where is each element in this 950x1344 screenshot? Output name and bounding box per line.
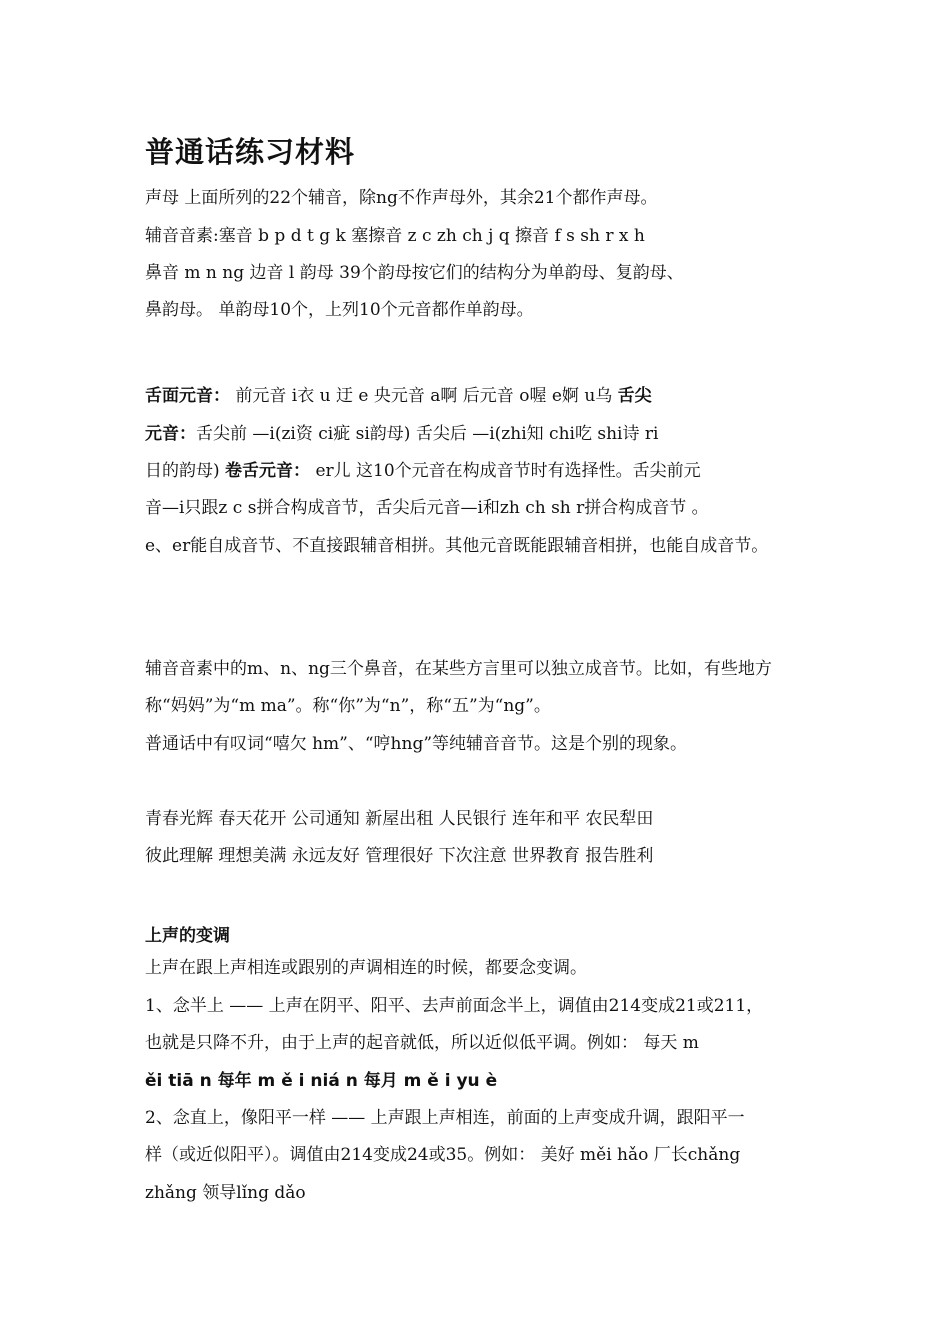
term-apical: 舌尖 (617, 386, 652, 406)
para2-line-3-text-a: 日的韵母) (145, 461, 226, 481)
section-heading: 上声的变调 (145, 926, 230, 946)
page-title: 普通话练习材料 (145, 135, 356, 169)
para2-line-4: 音—i只跟z c s拼合构成音节，舌尖后元音—i和zh ch sh r拼合构成音节 。 (145, 498, 709, 518)
section-line-1: 上声在跟上声相连或跟别的声调相连的时候，都要念变调。 (145, 958, 587, 978)
para2-line-2 (145, 424, 658, 444)
para2-line-3 (145, 461, 701, 481)
para3-line-3: 普通话中有叹词“嘻欠 hm”、“哼hng”等纯辅音音节。这是个别的现象。 (145, 734, 688, 754)
para2-line-1 (145, 386, 652, 406)
para1-line-3: 鼻音 m n ng 边音 l 韵母 39个韵母按它们的结构分为单韵母、复韵母、 (145, 263, 684, 283)
para1-line-1: 声母 上面所列的22个辅音，除ng不作声母外，其余21个都作声母。 (145, 188, 658, 208)
para2-line-2-text: 舌尖前 —i(zi资 ci疵 si韵母) 舌尖后 —i(zhi知 chi吃 shi诗 ri (196, 424, 659, 444)
section-line-4: ěi tiā n 每年 m ě i niá n 每月 m ě i yu è (145, 1071, 498, 1091)
para2-line-5: e、er能自成音节、不直接跟辅音相拼。其他元音既能跟辅音相拼，也能自成音节。 (145, 536, 769, 556)
section-line-2: 1、念半上 —— 上声在阴平、阳平、去声前面念半上，调值由214变成21或211， (145, 996, 764, 1016)
term-retroflex-vowel: 卷舌元音： (225, 461, 311, 481)
para1-line-4: 鼻韵母。 单韵母10个，上列10个元音都作单韵母。 (145, 300, 534, 320)
section-line-7: zhǎng 领导lǐng dǎo (145, 1183, 306, 1203)
word-row-1: 青春光辉 春天花开 公司通知 新屋出租 人民银行 连年和平 农民犁田 (145, 809, 654, 829)
para1-line-2: 辅音音素:塞音 b p d t g k 塞擦音 z c zh ch j q 擦音 f s sh r x h (145, 226, 645, 246)
term-tongue-surface-vowels: 舌面元音： (145, 386, 230, 406)
section-line-5: 2、念直上，像阳平一样 —— 上声跟上声相连，前面的上声变成升调，跟阳平一 (145, 1108, 745, 1128)
para2-line-1-text: 前元音 i衣 u 迂 e 央元音 a啊 后元音 o喔 e婀 u乌 (230, 386, 618, 406)
para2-line-3-text-b: er儿 这10个元音在构成音节时有选择性。舌尖前元 (310, 461, 701, 481)
section-line-6: 样（或近似阳平）。调值由214变成24或35。例如： 美好 měi hǎo 厂长chǎng (145, 1145, 741, 1165)
para3-line-2: 称“妈妈”为“m ma”。称“你”为“n”，称“五”为“ng”。 (145, 696, 551, 716)
term-vowel: 元音： (145, 424, 196, 444)
para3-line-1: 辅音音素中的m、n、ng三个鼻音，在某些方言里可以独立成音节。比如，有些地方 (145, 659, 772, 679)
section-line-3: 也就是只降不升，由于上声的起音就低，所以近似低平调。例如： 每天 m (145, 1033, 699, 1053)
word-row-2: 彼此理解 理想美满 永远友好 管理很好 下次注意 世界教育 报告胜利 (145, 846, 654, 866)
